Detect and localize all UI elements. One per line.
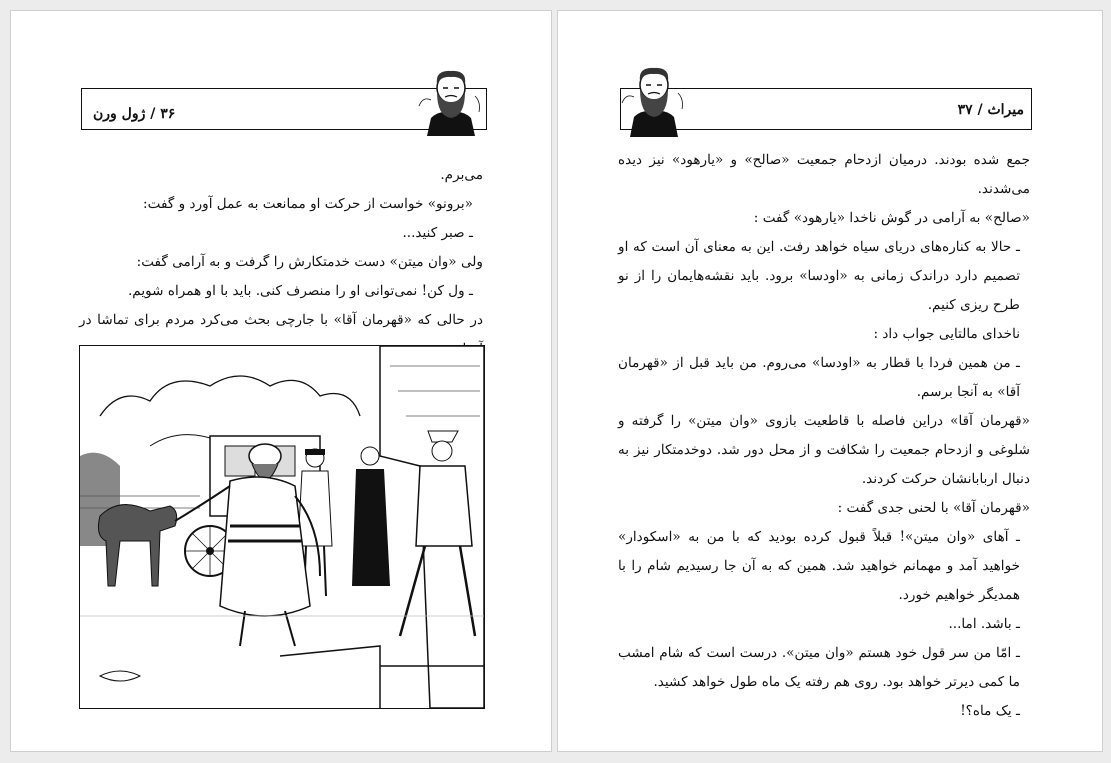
paragraph: ـ ول کن! نمی‌توانی او را منصرف کنی. باید با او همراه شویم. <box>127 283 473 299</box>
paragraph: جمع شده بودند. درمیان ازدحام جمعیت «صالح» و «یارهود» نیز دیده می‌شدند. <box>618 152 1030 197</box>
paragraph: ـ باشد. اما... <box>948 616 1020 632</box>
paragraph: ـ امّا من سر قول خود هستم «وان میتن». درست است که شام امشب ما کمی دیرتر خواهد بود. روی هم رفته یک ماه طول خواهد کشید. <box>618 645 1020 690</box>
paragraph: ـ آهای «وان میتن»! قبلاً قبول کرده بودید که با من به «اسکودار» خواهید آمد و مهمانم خواهید شد. همین که به آن جا رسیدیم شام را با همدیگر خواهیم خورد. <box>618 529 1020 603</box>
left-page <box>10 10 552 752</box>
paragraph: ـ حالا به کناره‌های دریای سیاه خواهد رفت. این به معنای آن است که او تصمیم دارد دراندک زمانی به «اودسا» برود. باید نقشه‌هایمان را از نو طرح ریزی کنیم. <box>618 239 1020 313</box>
author-portrait-icon <box>415 66 487 138</box>
paragraph: ـ من همین فردا با قطار به «اودسا» می‌روم. من باید قبل از «قهرمان آقا» به آنجا برسم. <box>618 355 1020 400</box>
paragraph: ـ صبر کنید... <box>402 225 473 241</box>
paragraph: ولی «وان میتن» دست خدمتکارش را گرفت و به آرامی گفت: <box>136 254 483 270</box>
right-body-text <box>618 146 1030 726</box>
paragraph: «برونو» خواست از حرکت او ممانعت به عمل آورد و گفت: <box>143 196 473 212</box>
paragraph: «صالح» به آرامی در گوش ناخدا «یارهود» گفت : <box>753 210 1030 226</box>
right-page <box>557 10 1103 752</box>
left-body-text <box>79 161 483 364</box>
paragraph: «قهرمان آقا» دراین فاصله با قاطعیت بازوی «وان میتن» را گرفته و شلوغی و ازدحام جمعیت را شکافت و از محل دور شد. دوخدمتکار نیز به دنبال اربابانشان حرکت کردند. <box>618 413 1030 487</box>
paragraph: در حالی که «قهرمان آقا» با جارچی بحث می‌کرد مردم برای تماشا در <box>79 312 483 328</box>
paragraph: می‌برم. <box>440 167 483 183</box>
story-illustration <box>79 345 485 709</box>
paragraph: ناخدای مالتایی جواب داد : <box>873 326 1020 342</box>
paragraph: ـ یک ماه؟! <box>960 703 1020 719</box>
page-header-title: میراث / ۳۷ <box>957 102 1024 118</box>
paragraph: «قهرمان آقا» با لحنی جدی گفت : <box>837 500 1030 516</box>
page-header-title: ۳۶ / ژول ورن <box>93 106 176 122</box>
street-scene-illustration <box>80 346 484 708</box>
author-portrait-icon <box>618 61 690 139</box>
